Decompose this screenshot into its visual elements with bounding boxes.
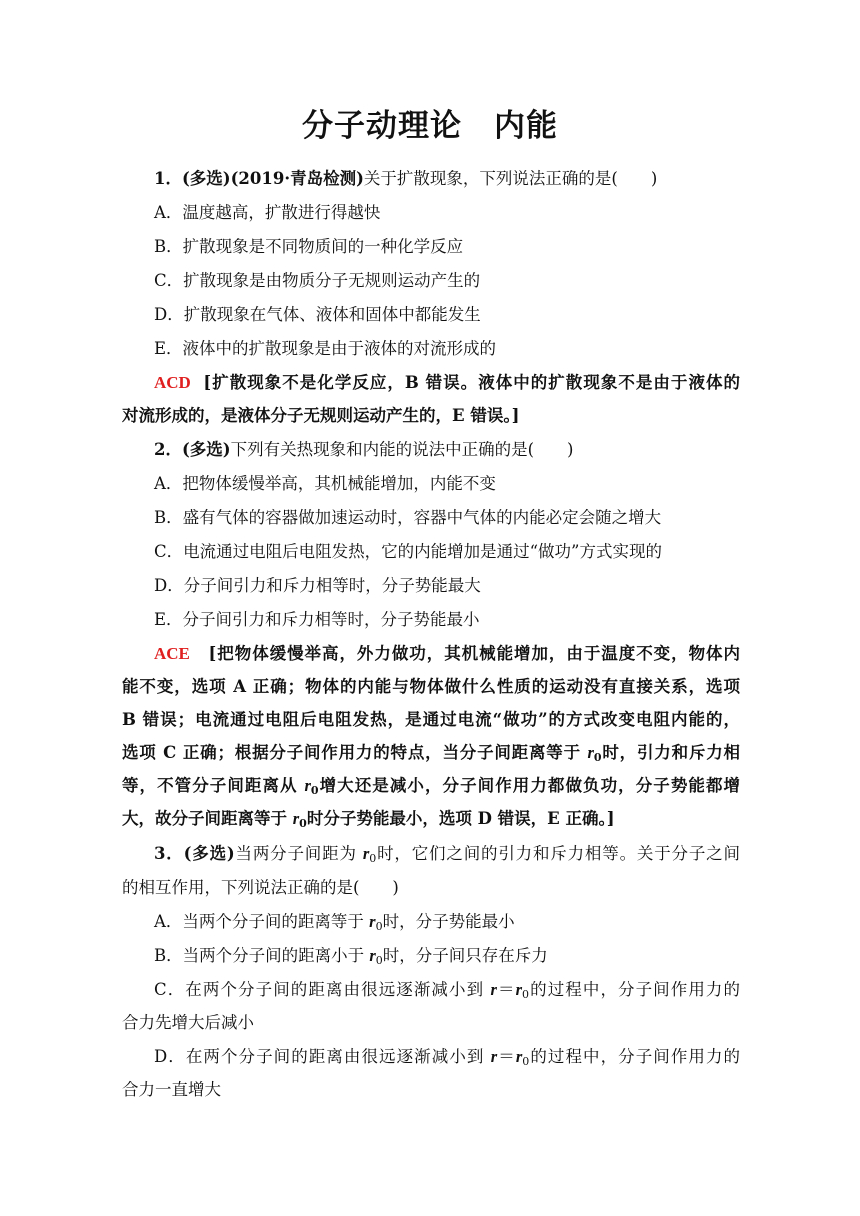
q1-option-a: A．温度越高，扩散进行得越快 [154,203,381,222]
q2-option-d: D．分子间引力和斥力相等时，分子势能最大 [154,576,481,595]
q3-tag: (多选) [183,844,235,863]
q1-option-e: E．液体中的扩散现象是由于液体的对流形成的 [154,339,497,358]
page-title: 分子动理论 内能 [302,108,558,144]
q2-explanation-line5: 等，不管分子间距离从 $r_0$增大还是减小，分子间作用力都做负功，分子势能都增 [122,776,740,797]
q1-stem [154,168,740,190]
q2-option-e: E．分子间引力和斥力相等时，分子势能最小 [154,610,480,629]
q3-stem-line2: 的相互作用，下列说法正确的是( ) [122,878,399,897]
q3-option-a: A．当两个分子间的距离等于 $r_0$时，分子势能最小 [154,912,515,933]
q3-option-c-line2: 合力先增大后减小 [122,1013,254,1032]
q1-option-d: D．扩散现象在气体、液体和固体中都能发生 [154,305,481,324]
q2-explanation-line3: B 错误；电流通过电阻后电阻发热，是通过电流“做功”的方式改变电阻内能的， [122,710,740,729]
q1-stem-text: 关于扩散现象，下列说法正确的是( ) [363,169,658,188]
q1-number: 1． [154,169,182,188]
q2-number: 2． [154,440,182,459]
q2-answer: ACE [154,644,190,663]
q3-option-d: D．在两个分子间的距离由很远逐渐减小到 $r=r_0$的过程中，分子间作用力的 [154,1047,740,1068]
q1-tag: (多选)(2019·青岛检测) [181,169,364,188]
q2-option-a: A．把物体缓慢举高，其机械能增加，内能不变 [154,474,496,493]
q2-explanation-line2: 能不变，选项 A 正确；物体的内能与物体做什么性质的运动没有直接关系，选项 [122,677,740,696]
q3-option-c: C．在两个分子间的距离由很远逐渐减小到 $r=r_0$的过程中，分子间作用力的 [154,980,740,1001]
q2-explanation-line1: ACE [把物体缓慢举高，外力做功，其机械能增加，由于温度不变，物体内 [154,644,740,663]
q1-answer: ACD [154,373,191,392]
q1-option-c: C．扩散现象是由物质分子无规则运动产生的 [154,271,481,290]
q2-explanation-line4: 选项 C 正确；根据分子间作用力的特点，当分子间距离等于 $r_0$时，引力和斥力相 [122,743,740,764]
q1-explanation-line1: ACD [扩散现象不是化学反应，B 错误。液体中的扩散现象不是由于液体的 [154,373,740,392]
q1-explanation-line2: 对流形成的，是液体分子无规则运动产生的，E 错误。] [122,406,520,425]
q3-option-b: B．当两个分子间的距离小于 $r_0$时，分子间只存在斥力 [154,946,548,967]
q3-option-d-line2: 合力一直增大 [122,1080,221,1099]
q1-option-b: B．扩散现象是不同物质间的一种化学反应 [154,237,464,256]
q2-option-c: C．电流通过电阻后电阻发热，它的内能增加是通过“做功”方式实现的 [154,542,662,561]
q3-number: 3． [154,844,184,863]
q2-explanation-line6: 大，故分子间距离等于 $r_0$时分子势能最小，选项 D 错误，E 正确。] [122,809,615,830]
q2-option-b: B．盛有气体的容器做加速运动时，容器中气体的内能必定会随之增大 [154,508,662,527]
q3-stem: 3．(多选)当两分子间距为 $r_0$时，它们之间的引力和斥力相等。关于分子之间 [154,844,740,865]
q2-stem [154,439,740,461]
q2-stem-text: 下列有关热现象和内能的说法中正确的是( ) [230,440,574,459]
q2-tag: (多选) [181,440,231,459]
